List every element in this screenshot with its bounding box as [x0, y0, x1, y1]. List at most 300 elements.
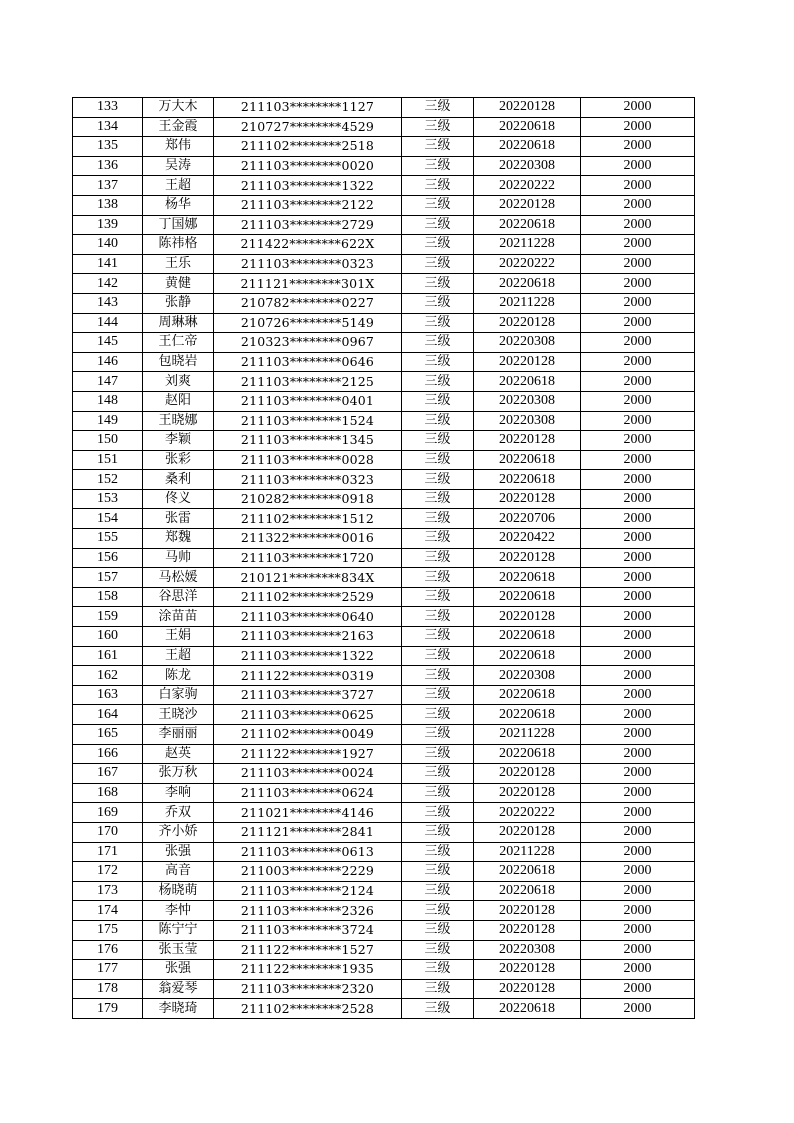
id-number-cell: 211103********1322	[214, 646, 402, 666]
name-cell: 张强	[143, 960, 214, 980]
name-cell: 王金霞	[143, 117, 214, 137]
table-row	[73, 274, 695, 294]
id-number-cell: 211122********1927	[214, 744, 402, 764]
amount-cell: 2000	[581, 940, 695, 960]
row-number-cell: 151	[73, 450, 143, 470]
row-number-cell: 170	[73, 822, 143, 842]
id-number-cell: 210323********0967	[214, 333, 402, 353]
id-number-cell: 211102********2528	[214, 999, 402, 1019]
date-cell: 20220618	[474, 372, 581, 392]
level-cell: 三级	[402, 940, 474, 960]
row-number-cell: 168	[73, 783, 143, 803]
id-number-cell: 211103********0401	[214, 391, 402, 411]
row-number-cell: 141	[73, 254, 143, 274]
amount-cell: 2000	[581, 607, 695, 627]
amount-cell: 2000	[581, 411, 695, 431]
row-number-cell: 153	[73, 489, 143, 509]
date-cell: 20220128	[474, 901, 581, 921]
id-number-cell: 211103********0323	[214, 470, 402, 490]
level-cell: 三级	[402, 979, 474, 999]
name-cell: 杨华	[143, 195, 214, 215]
name-cell: 李响	[143, 783, 214, 803]
row-number-cell: 138	[73, 195, 143, 215]
table-row	[73, 725, 695, 745]
name-cell: 王晓娜	[143, 411, 214, 431]
table-row	[73, 783, 695, 803]
table-row	[73, 646, 695, 666]
row-number-cell: 156	[73, 548, 143, 568]
level-cell: 三级	[402, 431, 474, 451]
level-cell: 三级	[402, 920, 474, 940]
table-row	[73, 137, 695, 157]
date-cell: 20220128	[474, 352, 581, 372]
date-cell: 20220308	[474, 333, 581, 353]
name-cell: 李丽丽	[143, 725, 214, 745]
amount-cell: 2000	[581, 842, 695, 862]
date-cell: 20220308	[474, 391, 581, 411]
level-cell: 三级	[402, 881, 474, 901]
table-row	[73, 979, 695, 999]
row-number-cell: 142	[73, 274, 143, 294]
level-cell: 三级	[402, 627, 474, 647]
amount-cell: 2000	[581, 548, 695, 568]
amount-cell: 2000	[581, 156, 695, 176]
name-cell: 白家驹	[143, 685, 214, 705]
row-number-cell: 178	[73, 979, 143, 999]
table-row	[73, 411, 695, 431]
amount-cell: 2000	[581, 881, 695, 901]
id-number-cell: 211103********1127	[214, 98, 402, 118]
level-cell: 三级	[402, 215, 474, 235]
table-row	[73, 470, 695, 490]
id-number-cell: 211121********301X	[214, 274, 402, 294]
table-row	[73, 822, 695, 842]
table-row	[73, 862, 695, 882]
table-row	[73, 744, 695, 764]
table-row	[73, 587, 695, 607]
amount-cell: 2000	[581, 470, 695, 490]
table-row	[73, 803, 695, 823]
amount-cell: 2000	[581, 587, 695, 607]
table-row	[73, 352, 695, 372]
name-cell: 赵英	[143, 744, 214, 764]
name-cell: 王超	[143, 646, 214, 666]
id-number-cell: 211103********2124	[214, 881, 402, 901]
row-number-cell: 152	[73, 470, 143, 490]
id-number-cell: 211103********2125	[214, 372, 402, 392]
row-number-cell: 171	[73, 842, 143, 862]
table-row	[73, 509, 695, 529]
level-cell: 三级	[402, 293, 474, 313]
amount-cell: 2000	[581, 137, 695, 157]
amount-cell: 2000	[581, 999, 695, 1019]
amount-cell: 2000	[581, 960, 695, 980]
row-number-cell: 133	[73, 98, 143, 118]
id-number-cell: 211122********1935	[214, 960, 402, 980]
level-cell: 三级	[402, 842, 474, 862]
id-number-cell: 211102********1512	[214, 509, 402, 529]
amount-cell: 2000	[581, 783, 695, 803]
name-cell: 陈祎格	[143, 235, 214, 255]
date-cell: 20220128	[474, 489, 581, 509]
name-cell: 陈宁宁	[143, 920, 214, 940]
row-number-cell: 172	[73, 862, 143, 882]
row-number-cell: 165	[73, 725, 143, 745]
id-number-cell: 211021********4146	[214, 803, 402, 823]
level-cell: 三级	[402, 862, 474, 882]
level-cell: 三级	[402, 98, 474, 118]
level-cell: 三级	[402, 352, 474, 372]
row-number-cell: 145	[73, 333, 143, 353]
row-number-cell: 139	[73, 215, 143, 235]
date-cell: 20220618	[474, 117, 581, 137]
level-cell: 三级	[402, 529, 474, 549]
name-cell: 郑魏	[143, 529, 214, 549]
date-cell: 20220618	[474, 137, 581, 157]
level-cell: 三级	[402, 822, 474, 842]
row-number-cell: 160	[73, 627, 143, 647]
name-cell: 张彩	[143, 450, 214, 470]
date-cell: 20220618	[474, 862, 581, 882]
table-row	[73, 940, 695, 960]
table-row	[73, 627, 695, 647]
name-cell: 王仁帝	[143, 333, 214, 353]
level-cell: 三级	[402, 725, 474, 745]
level-cell: 三级	[402, 470, 474, 490]
row-number-cell: 163	[73, 685, 143, 705]
id-number-cell: 211103********2729	[214, 215, 402, 235]
level-cell: 三级	[402, 274, 474, 294]
date-cell: 20220222	[474, 254, 581, 274]
date-cell: 20220308	[474, 411, 581, 431]
row-number-cell: 162	[73, 666, 143, 686]
level-cell: 三级	[402, 235, 474, 255]
table-row	[73, 450, 695, 470]
level-cell: 三级	[402, 411, 474, 431]
name-cell: 马帅	[143, 548, 214, 568]
name-cell: 齐小娇	[143, 822, 214, 842]
row-number-cell: 173	[73, 881, 143, 901]
amount-cell: 2000	[581, 646, 695, 666]
table-row	[73, 489, 695, 509]
id-number-cell: 210726********5149	[214, 313, 402, 333]
name-cell: 王超	[143, 176, 214, 196]
name-cell: 李晓琦	[143, 999, 214, 1019]
name-cell: 李忡	[143, 901, 214, 921]
name-cell: 丁国娜	[143, 215, 214, 235]
date-cell: 20211228	[474, 725, 581, 745]
table-row	[73, 156, 695, 176]
level-cell: 三级	[402, 313, 474, 333]
amount-cell: 2000	[581, 274, 695, 294]
id-number-cell: 210782********0227	[214, 293, 402, 313]
date-cell: 20220222	[474, 176, 581, 196]
level-cell: 三级	[402, 548, 474, 568]
data-table	[72, 97, 695, 1019]
amount-cell: 2000	[581, 666, 695, 686]
name-cell: 包晓岩	[143, 352, 214, 372]
row-number-cell: 169	[73, 803, 143, 823]
table-row	[73, 313, 695, 333]
date-cell: 20220128	[474, 548, 581, 568]
id-number-cell: 211103********0024	[214, 764, 402, 784]
level-cell: 三级	[402, 783, 474, 803]
amount-cell: 2000	[581, 215, 695, 235]
date-cell: 20220128	[474, 764, 581, 784]
row-number-cell: 176	[73, 940, 143, 960]
date-cell: 20220128	[474, 783, 581, 803]
amount-cell: 2000	[581, 764, 695, 784]
id-number-cell: 211103********0625	[214, 705, 402, 725]
table-row	[73, 529, 695, 549]
date-cell: 20220308	[474, 156, 581, 176]
row-number-cell: 158	[73, 587, 143, 607]
row-number-cell: 135	[73, 137, 143, 157]
name-cell: 张万秋	[143, 764, 214, 784]
amount-cell: 2000	[581, 372, 695, 392]
date-cell: 20220308	[474, 666, 581, 686]
table-row	[73, 372, 695, 392]
table-row	[73, 999, 695, 1019]
row-number-cell: 150	[73, 431, 143, 451]
name-cell: 高音	[143, 862, 214, 882]
amount-cell: 2000	[581, 254, 695, 274]
amount-cell: 2000	[581, 235, 695, 255]
id-number-cell: 211103********2163	[214, 627, 402, 647]
row-number-cell: 177	[73, 960, 143, 980]
date-cell: 20220618	[474, 705, 581, 725]
id-number-cell: 211103********1524	[214, 411, 402, 431]
level-cell: 三级	[402, 587, 474, 607]
name-cell: 王娟	[143, 627, 214, 647]
date-cell: 20211228	[474, 235, 581, 255]
amount-cell: 2000	[581, 450, 695, 470]
level-cell: 三级	[402, 705, 474, 725]
table-row	[73, 254, 695, 274]
amount-cell: 2000	[581, 431, 695, 451]
row-number-cell: 149	[73, 411, 143, 431]
date-cell: 20220618	[474, 685, 581, 705]
level-cell: 三级	[402, 509, 474, 529]
id-number-cell: 211103********2320	[214, 979, 402, 999]
level-cell: 三级	[402, 489, 474, 509]
date-cell: 20220618	[474, 881, 581, 901]
id-number-cell: 211103********1345	[214, 431, 402, 451]
amount-cell: 2000	[581, 489, 695, 509]
date-cell: 20220706	[474, 509, 581, 529]
name-cell: 王乐	[143, 254, 214, 274]
id-number-cell: 211102********2518	[214, 137, 402, 157]
id-number-cell: 211103********0646	[214, 352, 402, 372]
amount-cell: 2000	[581, 568, 695, 588]
name-cell: 杨晓萌	[143, 881, 214, 901]
amount-cell: 2000	[581, 725, 695, 745]
table-row	[73, 391, 695, 411]
id-number-cell: 211102********2529	[214, 587, 402, 607]
level-cell: 三级	[402, 568, 474, 588]
row-number-cell: 154	[73, 509, 143, 529]
amount-cell: 2000	[581, 803, 695, 823]
amount-cell: 2000	[581, 529, 695, 549]
table-row	[73, 607, 695, 627]
name-cell: 涂苗苗	[143, 607, 214, 627]
date-cell: 20220308	[474, 940, 581, 960]
row-number-cell: 140	[73, 235, 143, 255]
level-cell: 三级	[402, 117, 474, 137]
level-cell: 三级	[402, 803, 474, 823]
name-cell: 翁爱琴	[143, 979, 214, 999]
amount-cell: 2000	[581, 705, 695, 725]
level-cell: 三级	[402, 195, 474, 215]
level-cell: 三级	[402, 901, 474, 921]
table-row	[73, 215, 695, 235]
id-number-cell: 211103********2326	[214, 901, 402, 921]
date-cell: 20220128	[474, 822, 581, 842]
id-number-cell: 211121********2841	[214, 822, 402, 842]
amount-cell: 2000	[581, 901, 695, 921]
id-number-cell: 211103********0028	[214, 450, 402, 470]
id-number-cell: 210282********0918	[214, 489, 402, 509]
row-number-cell: 143	[73, 293, 143, 313]
name-cell: 桑利	[143, 470, 214, 490]
id-number-cell: 211103********3727	[214, 685, 402, 705]
table-row	[73, 333, 695, 353]
level-cell: 三级	[402, 450, 474, 470]
name-cell: 王晓沙	[143, 705, 214, 725]
name-cell: 黄健	[143, 274, 214, 294]
name-cell: 周琳琳	[143, 313, 214, 333]
name-cell: 万大木	[143, 98, 214, 118]
amount-cell: 2000	[581, 920, 695, 940]
level-cell: 三级	[402, 254, 474, 274]
row-number-cell: 174	[73, 901, 143, 921]
id-number-cell: 211103********0323	[214, 254, 402, 274]
name-cell: 张静	[143, 293, 214, 313]
id-number-cell: 211322********0016	[214, 529, 402, 549]
table-body	[73, 98, 695, 1019]
level-cell: 三级	[402, 646, 474, 666]
date-cell: 20220618	[474, 587, 581, 607]
date-cell: 20220618	[474, 450, 581, 470]
row-number-cell: 159	[73, 607, 143, 627]
amount-cell: 2000	[581, 627, 695, 647]
table-row	[73, 98, 695, 118]
name-cell: 吴涛	[143, 156, 214, 176]
id-number-cell: 210727********4529	[214, 117, 402, 137]
name-cell: 张玉莹	[143, 940, 214, 960]
id-number-cell: 211103********1720	[214, 548, 402, 568]
table-row	[73, 568, 695, 588]
date-cell: 20220128	[474, 960, 581, 980]
level-cell: 三级	[402, 333, 474, 353]
table-row	[73, 235, 695, 255]
name-cell: 陈龙	[143, 666, 214, 686]
table-row	[73, 293, 695, 313]
row-number-cell: 134	[73, 117, 143, 137]
level-cell: 三级	[402, 607, 474, 627]
name-cell: 乔双	[143, 803, 214, 823]
date-cell: 20220222	[474, 803, 581, 823]
amount-cell: 2000	[581, 293, 695, 313]
table-row	[73, 842, 695, 862]
amount-cell: 2000	[581, 744, 695, 764]
date-cell: 20220618	[474, 646, 581, 666]
id-number-cell: 211103********2122	[214, 195, 402, 215]
date-cell: 20211228	[474, 293, 581, 313]
name-cell: 郑伟	[143, 137, 214, 157]
table-row	[73, 920, 695, 940]
amount-cell: 2000	[581, 822, 695, 842]
name-cell: 李颖	[143, 431, 214, 451]
name-cell: 马松媛	[143, 568, 214, 588]
row-number-cell: 155	[73, 529, 143, 549]
amount-cell: 2000	[581, 862, 695, 882]
id-number-cell: 210121********834X	[214, 568, 402, 588]
amount-cell: 2000	[581, 98, 695, 118]
table-row	[73, 705, 695, 725]
row-number-cell: 144	[73, 313, 143, 333]
table-row	[73, 685, 695, 705]
id-number-cell: 211103********0020	[214, 156, 402, 176]
amount-cell: 2000	[581, 176, 695, 196]
id-number-cell: 211103********0613	[214, 842, 402, 862]
date-cell: 20220128	[474, 607, 581, 627]
date-cell: 20220618	[474, 999, 581, 1019]
row-number-cell: 147	[73, 372, 143, 392]
id-number-cell: 211102********0049	[214, 725, 402, 745]
amount-cell: 2000	[581, 509, 695, 529]
level-cell: 三级	[402, 999, 474, 1019]
level-cell: 三级	[402, 764, 474, 784]
date-cell: 20220618	[474, 274, 581, 294]
row-number-cell: 161	[73, 646, 143, 666]
row-number-cell: 136	[73, 156, 143, 176]
level-cell: 三级	[402, 391, 474, 411]
row-number-cell: 175	[73, 920, 143, 940]
name-cell: 谷思洋	[143, 587, 214, 607]
name-cell: 佟义	[143, 489, 214, 509]
row-number-cell: 166	[73, 744, 143, 764]
amount-cell: 2000	[581, 685, 695, 705]
amount-cell: 2000	[581, 352, 695, 372]
name-cell: 张强	[143, 842, 214, 862]
level-cell: 三级	[402, 156, 474, 176]
date-cell: 20220128	[474, 313, 581, 333]
amount-cell: 2000	[581, 195, 695, 215]
amount-cell: 2000	[581, 391, 695, 411]
date-cell: 20220128	[474, 431, 581, 451]
level-cell: 三级	[402, 960, 474, 980]
id-number-cell: 211422********622X	[214, 235, 402, 255]
row-number-cell: 157	[73, 568, 143, 588]
id-number-cell: 211103********3724	[214, 920, 402, 940]
table-row	[73, 548, 695, 568]
amount-cell: 2000	[581, 117, 695, 137]
row-number-cell: 164	[73, 705, 143, 725]
name-cell: 张雷	[143, 509, 214, 529]
level-cell: 三级	[402, 744, 474, 764]
date-cell: 20220618	[474, 215, 581, 235]
table-row	[73, 666, 695, 686]
table-row	[73, 881, 695, 901]
id-number-cell: 211003********2229	[214, 862, 402, 882]
row-number-cell: 167	[73, 764, 143, 784]
level-cell: 三级	[402, 137, 474, 157]
row-number-cell: 146	[73, 352, 143, 372]
date-cell: 20220128	[474, 920, 581, 940]
table-row	[73, 764, 695, 784]
table-row	[73, 960, 695, 980]
